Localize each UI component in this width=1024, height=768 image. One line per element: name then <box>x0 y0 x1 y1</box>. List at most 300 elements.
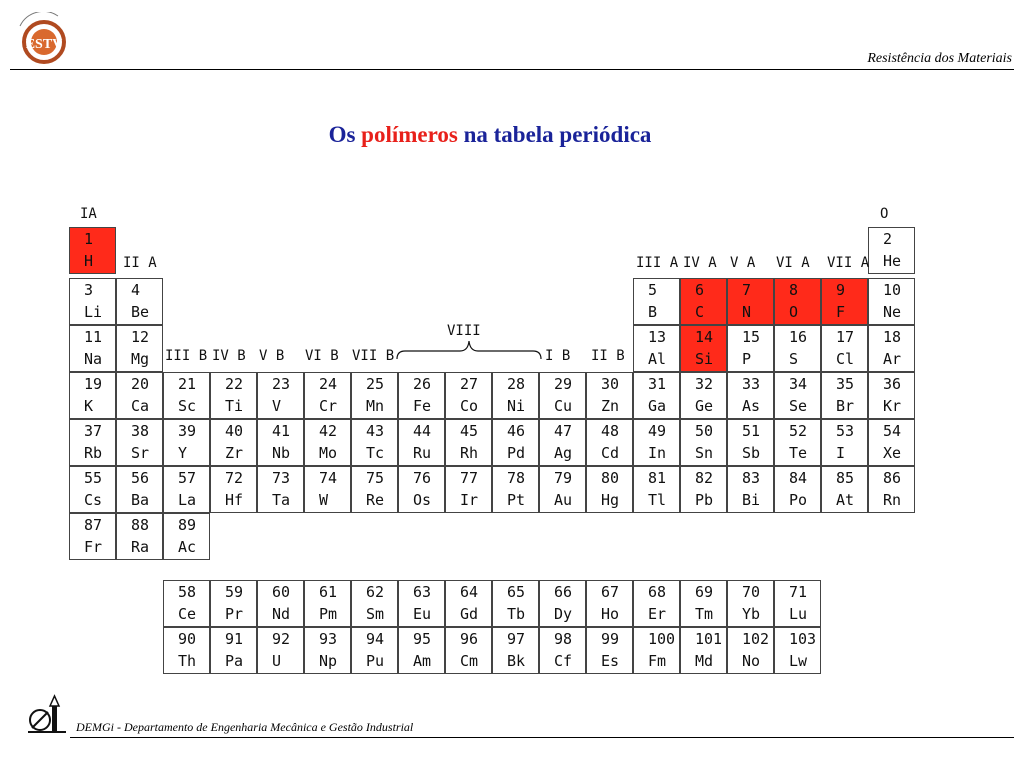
element-cell-ho <box>586 580 633 627</box>
element-cell-si <box>680 325 727 372</box>
element-symbol: Be <box>131 303 150 321</box>
element-cell-fm <box>633 627 680 674</box>
element-symbol: Bk <box>507 652 526 670</box>
atomic-number: 81 <box>648 469 667 487</box>
element-symbol: Ne <box>883 303 902 321</box>
atomic-number: 67 <box>601 583 620 601</box>
element-symbol: Md <box>695 652 714 670</box>
atomic-number: 83 <box>742 469 761 487</box>
element-cell-zn <box>586 372 633 419</box>
atomic-number: 65 <box>507 583 526 601</box>
atomic-number: 102 <box>742 630 770 648</box>
element-cell-ga <box>633 372 680 419</box>
atomic-number: 99 <box>601 630 620 648</box>
element-cell-rb <box>69 419 116 466</box>
group-label: III A <box>636 255 679 271</box>
footer-divider <box>70 737 1014 738</box>
atomic-number: 77 <box>460 469 479 487</box>
element-symbol: Nb <box>272 444 291 462</box>
element-symbol: Lu <box>789 605 808 623</box>
element-symbol: Ra <box>131 538 150 556</box>
element-cell-tb <box>492 580 539 627</box>
group-label: VII B <box>352 348 395 364</box>
atomic-number: 64 <box>460 583 479 601</box>
element-symbol: I <box>836 444 846 462</box>
atomic-number: 39 <box>178 422 197 440</box>
element-cell-re <box>351 466 398 513</box>
atomic-number: 59 <box>225 583 244 601</box>
element-cell-u <box>257 627 304 674</box>
element-cell-no <box>727 627 774 674</box>
element-symbol: Sm <box>366 605 385 623</box>
element-cell-mo <box>304 419 351 466</box>
element-cell-he <box>868 227 915 274</box>
group-label: O <box>880 206 889 222</box>
element-symbol: Dy <box>554 605 573 623</box>
element-cell-zr <box>210 419 257 466</box>
element-symbol: Fm <box>648 652 667 670</box>
element-symbol: Cr <box>319 397 338 415</box>
element-cell-ac <box>163 513 210 560</box>
element-symbol: Tc <box>366 444 385 462</box>
element-cell-cm <box>445 627 492 674</box>
atomic-number: 34 <box>789 375 808 393</box>
element-cell-pd <box>492 419 539 466</box>
element-symbol: H <box>84 252 94 270</box>
element-symbol: Pb <box>695 491 714 509</box>
atomic-number: 85 <box>836 469 855 487</box>
element-cell-be <box>116 278 163 325</box>
element-symbol: No <box>742 652 761 670</box>
atomic-number: 103 <box>789 630 817 648</box>
course-title: Resistência dos Materiais <box>867 51 1012 66</box>
atomic-number: 42 <box>319 422 338 440</box>
atomic-number: 31 <box>648 375 667 393</box>
element-cell-tc <box>351 419 398 466</box>
element-cell-cf <box>539 627 586 674</box>
element-symbol: P <box>742 350 752 368</box>
element-symbol: U <box>272 652 282 670</box>
atomic-number: 74 <box>319 469 338 487</box>
atomic-number: 32 <box>695 375 714 393</box>
atomic-number: 36 <box>883 375 902 393</box>
element-cell-xe <box>868 419 915 466</box>
element-symbol: Ru <box>413 444 432 462</box>
atomic-number: 5 <box>648 281 658 299</box>
element-cell-i <box>821 419 868 466</box>
element-cell-f <box>821 278 868 325</box>
element-symbol: Kr <box>883 397 902 415</box>
element-cell-li <box>69 278 116 325</box>
atomic-number: 72 <box>225 469 244 487</box>
element-symbol: Li <box>84 303 103 321</box>
element-cell-th <box>163 627 210 674</box>
element-symbol: Fe <box>413 397 432 415</box>
footer-text: DEMGi - Departamento de Engenharia Mecânica e Gestão Industrial <box>76 720 414 734</box>
element-cell-kr <box>868 372 915 419</box>
element-cell-mg <box>116 325 163 372</box>
element-cell-os <box>398 466 445 513</box>
atomic-number: 94 <box>366 630 385 648</box>
atomic-number: 70 <box>742 583 761 601</box>
element-symbol: Pm <box>319 605 338 623</box>
atomic-number: 69 <box>695 583 714 601</box>
atomic-number: 86 <box>883 469 902 487</box>
group-label: V A <box>730 255 756 271</box>
element-symbol: Yb <box>742 605 761 623</box>
element-symbol: Cd <box>601 444 620 462</box>
atomic-number: 89 <box>178 516 197 534</box>
element-cell-sm <box>351 580 398 627</box>
group-label: IV B <box>212 348 246 364</box>
atomic-number: 43 <box>366 422 385 440</box>
element-cell-co <box>445 372 492 419</box>
atomic-number: 48 <box>601 422 620 440</box>
element-symbol: S <box>789 350 799 368</box>
atomic-number: 84 <box>789 469 808 487</box>
element-cell-pu <box>351 627 398 674</box>
element-symbol: Cf <box>554 652 573 670</box>
atomic-number: 92 <box>272 630 291 648</box>
element-cell-nb <box>257 419 304 466</box>
element-cell-bi <box>727 466 774 513</box>
atomic-number: 22 <box>225 375 244 393</box>
element-symbol: O <box>789 303 799 321</box>
element-symbol: In <box>648 444 667 462</box>
element-symbol: Br <box>836 397 855 415</box>
atomic-number: 21 <box>178 375 197 393</box>
element-symbol: W <box>319 491 329 509</box>
atomic-number: 79 <box>554 469 573 487</box>
atomic-number: 88 <box>131 516 150 534</box>
atomic-number: 2 <box>883 230 893 248</box>
element-symbol: Ga <box>648 397 667 415</box>
atomic-number: 91 <box>225 630 244 648</box>
element-cell-na <box>69 325 116 372</box>
atomic-number: 46 <box>507 422 526 440</box>
group-label: VII A <box>827 255 870 271</box>
element-cell-fr <box>69 513 116 560</box>
element-cell-eu <box>398 580 445 627</box>
element-symbol: Re <box>366 491 385 509</box>
atomic-number: 4 <box>131 281 141 299</box>
group-label: II A <box>123 255 157 271</box>
element-symbol: Tm <box>695 605 714 623</box>
element-symbol: Eu <box>413 605 432 623</box>
atomic-number: 62 <box>366 583 385 601</box>
atomic-number: 3 <box>84 281 94 299</box>
element-symbol: Hf <box>225 491 244 509</box>
group-label: II B <box>591 348 625 364</box>
atomic-number: 11 <box>84 328 103 346</box>
element-cell-pa <box>210 627 257 674</box>
element-symbol: N <box>742 303 752 321</box>
atomic-number: 78 <box>507 469 526 487</box>
group-label: VIII <box>447 323 481 339</box>
element-symbol: Cm <box>460 652 479 670</box>
element-symbol: C <box>695 303 705 321</box>
atomic-number: 6 <box>695 281 705 299</box>
element-symbol: F <box>836 303 846 321</box>
element-cell-ru <box>398 419 445 466</box>
element-cell-am <box>398 627 445 674</box>
atomic-number: 44 <box>413 422 432 440</box>
element-symbol: Pt <box>507 491 526 509</box>
element-symbol: Ag <box>554 444 573 462</box>
atomic-number: 80 <box>601 469 620 487</box>
element-cell-es <box>586 627 633 674</box>
element-symbol: Y <box>178 444 188 462</box>
element-cell-o <box>774 278 821 325</box>
atomic-number: 96 <box>460 630 479 648</box>
element-cell-y <box>163 419 210 466</box>
atomic-number: 13 <box>648 328 667 346</box>
atomic-number: 10 <box>883 281 902 299</box>
element-symbol: Hg <box>601 491 620 509</box>
atomic-number: 53 <box>836 422 855 440</box>
element-symbol: Co <box>460 397 479 415</box>
group-label: V B <box>259 348 285 364</box>
element-symbol: Sc <box>178 397 197 415</box>
element-cell-n <box>727 278 774 325</box>
atomic-number: 60 <box>272 583 291 601</box>
element-symbol: Pa <box>225 652 244 670</box>
atomic-number: 61 <box>319 583 338 601</box>
atomic-number: 30 <box>601 375 620 393</box>
svg-text:ESTV: ESTV <box>25 37 63 52</box>
atomic-number: 23 <box>272 375 291 393</box>
element-symbol: Mg <box>131 350 150 368</box>
element-symbol: Al <box>648 350 667 368</box>
element-cell-ni <box>492 372 539 419</box>
element-cell-hg <box>586 466 633 513</box>
atomic-number: 55 <box>84 469 103 487</box>
atomic-number: 37 <box>84 422 103 440</box>
atomic-number: 14 <box>695 328 714 346</box>
atomic-number: 1 <box>84 230 94 248</box>
atomic-number: 82 <box>695 469 714 487</box>
atomic-number: 16 <box>789 328 808 346</box>
element-symbol: Os <box>413 491 432 509</box>
atomic-number: 20 <box>131 375 150 393</box>
element-cell-tl <box>633 466 680 513</box>
element-cell-ar <box>868 325 915 372</box>
element-symbol: Si <box>695 350 714 368</box>
element-symbol: Pr <box>225 605 244 623</box>
element-symbol: Fr <box>84 538 103 556</box>
element-symbol: Sb <box>742 444 761 462</box>
group-label: VI B <box>305 348 339 364</box>
element-cell-p <box>727 325 774 372</box>
element-cell-ta <box>257 466 304 513</box>
element-cell-cu <box>539 372 586 419</box>
element-cell-fe <box>398 372 445 419</box>
atomic-number: 18 <box>883 328 902 346</box>
atomic-number: 56 <box>131 469 150 487</box>
element-cell-po <box>774 466 821 513</box>
element-cell-at <box>821 466 868 513</box>
title-pre: Os <box>328 122 356 147</box>
element-cell-sb <box>727 419 774 466</box>
group-label: III B <box>165 348 208 364</box>
atomic-number: 41 <box>272 422 291 440</box>
atomic-number: 52 <box>789 422 808 440</box>
element-symbol: Ge <box>695 397 714 415</box>
element-symbol: Ba <box>131 491 150 509</box>
element-symbol: Ti <box>225 397 244 415</box>
element-symbol: Ir <box>460 491 479 509</box>
element-cell-ge <box>680 372 727 419</box>
element-cell-c <box>680 278 727 325</box>
element-symbol: V <box>272 397 282 415</box>
element-symbol: Cs <box>84 491 103 509</box>
element-symbol: Na <box>84 350 103 368</box>
element-symbol: Xe <box>883 444 902 462</box>
element-cell-er <box>633 580 680 627</box>
atomic-number: 27 <box>460 375 479 393</box>
element-cell-dy <box>539 580 586 627</box>
atomic-number: 90 <box>178 630 197 648</box>
element-cell-tm <box>680 580 727 627</box>
element-cell-ir <box>445 466 492 513</box>
element-symbol: Ho <box>601 605 620 623</box>
element-symbol: Lw <box>789 652 808 670</box>
element-symbol: Th <box>178 652 197 670</box>
atomic-number: 73 <box>272 469 291 487</box>
atomic-number: 100 <box>648 630 676 648</box>
element-symbol: Nd <box>272 605 291 623</box>
element-cell-ca <box>116 372 163 419</box>
element-cell-al <box>633 325 680 372</box>
element-symbol: Cl <box>836 350 855 368</box>
element-cell-ag <box>539 419 586 466</box>
element-symbol: Mo <box>319 444 338 462</box>
atomic-number: 29 <box>554 375 573 393</box>
element-symbol: K <box>84 397 94 415</box>
title-highlight: polímeros <box>361 122 458 147</box>
element-symbol: Es <box>601 652 620 670</box>
atomic-number: 17 <box>836 328 855 346</box>
atomic-number: 7 <box>742 281 752 299</box>
element-symbol: Am <box>413 652 432 670</box>
element-symbol: Rn <box>883 491 902 509</box>
element-cell-lw <box>774 627 821 674</box>
element-symbol: La <box>178 491 197 509</box>
element-symbol: Tb <box>507 605 526 623</box>
element-symbol: Mn <box>366 397 385 415</box>
atomic-number: 33 <box>742 375 761 393</box>
atomic-number: 28 <box>507 375 526 393</box>
element-symbol: Pd <box>507 444 526 462</box>
element-symbol: Cu <box>554 397 573 415</box>
element-cell-w <box>304 466 351 513</box>
title-post: na tabela periódica <box>463 122 652 147</box>
element-cell-ba <box>116 466 163 513</box>
atomic-number: 26 <box>413 375 432 393</box>
element-cell-cd <box>586 419 633 466</box>
element-cell-sn <box>680 419 727 466</box>
atomic-number: 71 <box>789 583 808 601</box>
element-symbol: Ar <box>883 350 902 368</box>
atomic-number: 50 <box>695 422 714 440</box>
element-cell-bk <box>492 627 539 674</box>
atomic-number: 19 <box>84 375 103 393</box>
element-symbol: Er <box>648 605 667 623</box>
element-cell-as <box>727 372 774 419</box>
element-cell-h <box>69 227 116 274</box>
element-symbol: Te <box>789 444 808 462</box>
atomic-number: 8 <box>789 281 799 299</box>
group-label: IV A <box>683 255 717 271</box>
atomic-number: 47 <box>554 422 573 440</box>
element-cell-sr <box>116 419 163 466</box>
element-cell-nd <box>257 580 304 627</box>
element-cell-se <box>774 372 821 419</box>
atomic-number: 40 <box>225 422 244 440</box>
element-cell-pr <box>210 580 257 627</box>
element-symbol: Ta <box>272 491 291 509</box>
element-cell-v <box>257 372 304 419</box>
element-symbol: Ca <box>131 397 150 415</box>
element-symbol: Np <box>319 652 338 670</box>
atomic-number: 66 <box>554 583 573 601</box>
element-symbol: Se <box>789 397 808 415</box>
element-cell-gd <box>445 580 492 627</box>
element-symbol: Ac <box>178 538 197 556</box>
element-symbol: Sr <box>131 444 150 462</box>
atomic-number: 45 <box>460 422 479 440</box>
element-cell-hf <box>210 466 257 513</box>
group-label: I B <box>545 348 571 364</box>
element-cell-b <box>633 278 680 325</box>
element-cell-rn <box>868 466 915 513</box>
element-symbol: Zn <box>601 397 620 415</box>
atomic-number: 38 <box>131 422 150 440</box>
department-logo-icon <box>26 694 66 734</box>
element-cell-k <box>69 372 116 419</box>
atomic-number: 87 <box>84 516 103 534</box>
element-cell-pm <box>304 580 351 627</box>
atomic-number: 68 <box>648 583 667 601</box>
element-cell-yb <box>727 580 774 627</box>
element-symbol: Sn <box>695 444 714 462</box>
atomic-number: 54 <box>883 422 902 440</box>
element-symbol: Ce <box>178 605 197 623</box>
atomic-number: 98 <box>554 630 573 648</box>
element-symbol: He <box>883 252 902 270</box>
element-cell-la <box>163 466 210 513</box>
atomic-number: 35 <box>836 375 855 393</box>
element-symbol: Zr <box>225 444 244 462</box>
element-symbol: Ni <box>507 397 526 415</box>
element-symbol: Pu <box>366 652 385 670</box>
element-cell-mn <box>351 372 398 419</box>
atomic-number: 58 <box>178 583 197 601</box>
element-symbol: Tl <box>648 491 667 509</box>
atomic-number: 97 <box>507 630 526 648</box>
viii-brace-icon <box>396 338 542 360</box>
group-label: VI A <box>776 255 810 271</box>
atomic-number: 95 <box>413 630 432 648</box>
element-cell-lu <box>774 580 821 627</box>
atomic-number: 24 <box>319 375 338 393</box>
element-symbol: Rb <box>84 444 103 462</box>
element-cell-au <box>539 466 586 513</box>
element-symbol: Rh <box>460 444 479 462</box>
element-cell-cr <box>304 372 351 419</box>
element-symbol: Po <box>789 491 808 509</box>
element-cell-ti <box>210 372 257 419</box>
